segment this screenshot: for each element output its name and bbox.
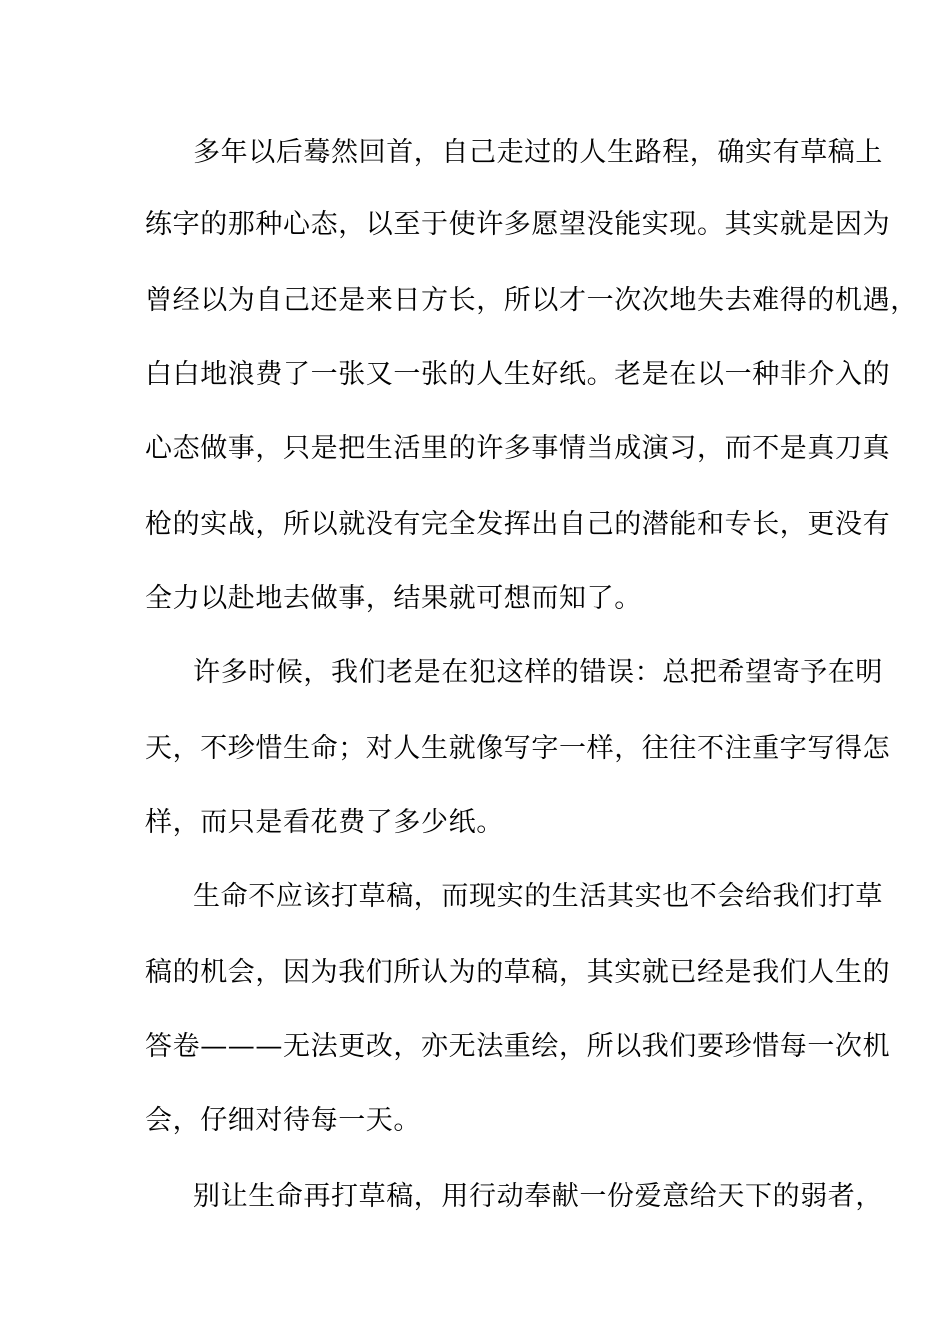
paragraph-line: 稿的机会，因为我们所认为的草稿，其实就已经是我们人生的 (145, 957, 891, 988)
paragraph-line: 心态做事，只是把生活里的许多事情当成演习，而不是真刀真 (145, 433, 891, 464)
paragraph-line: 生命不应该打草稿，而现实的生活其实也不会给我们打草 (193, 881, 883, 912)
paragraph-line: 多年以后蓦然回首，自己走过的人生路程，确实有草稿上 (193, 137, 883, 168)
paragraph-line: 全力以赴地去做事，结果就可想而知了。 (145, 583, 642, 614)
paragraph-line: 曾经以为自己还是来日方长，所以才一次次地失去难得的机遇， (145, 285, 918, 316)
paragraph-line: 样，而只是看花费了多少纸。 (145, 807, 504, 838)
paragraph-line: 会，仔细对待每一天。 (145, 1105, 421, 1136)
paragraph-line: 答卷———无法更改，亦无法重绘，所以我们要珍惜每一次机 (145, 1031, 891, 1062)
paragraph-line: 别让生命再打草稿，用行动奉献一份爱意给天下的弱者， (193, 1181, 883, 1212)
paragraph-line: 天，不珍惜生命；对人生就像写字一样，往往不注重字写得怎 (145, 733, 891, 764)
paragraph-line: 练字的那种心态，以至于使许多愿望没能实现。其实就是因为 (145, 209, 891, 240)
paragraph-line: 枪的实战，所以就没有完全发挥出自己的潜能和专长，更没有 (145, 509, 891, 540)
paragraph-line: 白白地浪费了一张又一张的人生好纸。老是在以一种非介入的 (145, 359, 891, 390)
paragraph-line: 许多时候，我们老是在犯这样的错误：总把希望寄予在明 (193, 657, 883, 688)
